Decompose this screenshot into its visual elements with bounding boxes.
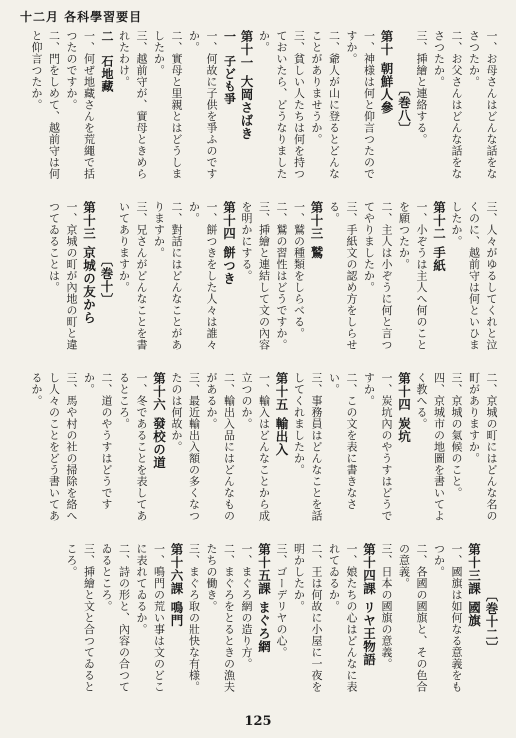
question-item: 一、鷲の種類をしらべる。 — [292, 201, 306, 339]
lesson-number: 第十四 — [396, 372, 412, 411]
lesson-title: 朝鮮人參 — [379, 62, 394, 114]
question-item: 三、越前守が、實母ときめられたわけ。 — [117, 30, 148, 180]
lesson-heading — [273, 372, 291, 529]
question-item: 三、人々がゆるしてくれと泣くのに、越前守は何といひましたか。 — [450, 201, 498, 351]
lesson-heading — [465, 543, 483, 700]
lesson-heading — [220, 201, 238, 358]
lesson-heading — [238, 30, 256, 187]
lesson-title: 輸出入 — [274, 417, 289, 456]
vertical-text-body — [18, 30, 500, 700]
question-item: 三、挿繪と連結して文の內容を明かにする。 — [240, 201, 271, 351]
question-item: 三、京城の氣候のこと。 — [450, 372, 463, 499]
volume-heading: 〔巻十二〕 — [484, 589, 499, 654]
lesson-number: 第十三 — [81, 201, 97, 240]
question-item: 一、何ぜ地藏さんを荒繩で括つたのですか。 — [65, 30, 96, 180]
question-item: 二、お父さんはどんな話をなさつたか。 — [432, 30, 463, 180]
question-item: 三、日本の國旗の意義。 — [380, 543, 393, 670]
question-item: 三、兄さんがどんなことを書いてありますか。 — [117, 201, 148, 351]
question-item: 二、各國の國旗と、その色合の意義。 — [397, 543, 428, 693]
question-item: 二、爺人が山に登るとどんなことがありませうか。 — [310, 30, 341, 180]
running-header: 十二月 各科學習要目 — [20, 10, 143, 24]
lesson-number: 第十二 — [431, 201, 447, 240]
lesson-number: 第十一 — [239, 30, 254, 69]
question-item: 三、挿繪と文と合つてゐるところ。 — [65, 543, 96, 693]
lesson-title: 鳴門 — [169, 601, 184, 627]
question-item: 二、道のやうすはどうですか。 — [82, 372, 113, 510]
lesson-number: 第十三課 — [466, 543, 482, 595]
question-item: 四、京城市の地圖を書いてよく教へる。 — [415, 372, 446, 522]
lesson-heading — [378, 30, 396, 187]
question-item: 二、鷲の習性はどうですか。 — [275, 201, 288, 351]
volume-heading: 〔巻八〕 — [396, 82, 412, 135]
question-item: 一、お母さんはどんな話をなさつたか。 — [467, 30, 498, 180]
question-item: 二、實母と里親とはどうしましたか。 — [152, 30, 183, 180]
lesson-number: 第十六 — [151, 372, 167, 411]
lesson-number: 第十五 — [274, 372, 289, 411]
question-item: 三、手紙文の認め方をしらせる。 — [327, 201, 358, 351]
lesson-heading — [430, 201, 448, 358]
question-item: 二、輸出入品にはどんなものがあるか。 — [205, 372, 236, 522]
lesson-heading — [150, 372, 168, 529]
lesson-heading — [80, 201, 98, 358]
question-item: 一、冬であることを表してあるところ。 — [117, 372, 148, 522]
section-subheading: 二 石地藏 — [100, 30, 114, 93]
lesson-title: 發校の道 — [151, 417, 167, 469]
lesson-title: 鷲 — [309, 246, 324, 259]
question-item: 三、まぐろ取の壯快な有様。 — [187, 543, 201, 693]
lesson-heading — [168, 543, 186, 700]
lesson-title: 手紙 — [431, 246, 447, 272]
question-item: 二、この文を表に書きなさい。 — [327, 372, 358, 510]
lesson-number: 第十四課 — [361, 543, 377, 595]
lesson-number: 第十三 — [309, 201, 324, 240]
lesson-number: 第十五課 — [256, 543, 272, 595]
lesson-title: 炭坑 — [396, 417, 412, 443]
lesson-heading — [360, 543, 378, 700]
question-item: 二、門をしめて、越前守は何と仰言つたか。 — [30, 30, 61, 180]
lesson-number: 第十 — [379, 30, 394, 56]
question-item: 三、事務員はどんなことを話してくれましたか。 — [292, 372, 323, 522]
lesson-title: 大岡さばき — [239, 75, 254, 140]
volume-heading: 〔巻十〕 — [99, 253, 114, 306]
question-item: 三、馬や村の社の掃除を絡へし人々のことをどう書いてあるか。 — [30, 372, 78, 522]
lesson-heading — [308, 201, 326, 358]
lesson-title: 京城の友から — [81, 246, 97, 324]
question-item: 一、娘たちの心はどんなに表れてゐるか。 — [327, 543, 358, 693]
lesson-title: リヤ王物語 — [361, 601, 377, 666]
question-item: 一、小ぞうは主人へ何のことを願つたか。 — [397, 201, 428, 351]
question-item: 一、何故に子供を爭ふのですか。 — [187, 30, 218, 180]
question-item: 一、國旗は如何なる意義をもつか。 — [432, 543, 463, 693]
question-item: 二、詩の形と、內容の合つてゐるところ。 — [100, 543, 131, 693]
lesson-number: 第十四 — [221, 201, 237, 240]
lesson-title: 餅つき — [221, 246, 237, 285]
question-item: 二、對話にはどんなことがありますか。 — [152, 201, 183, 351]
lesson-number: 第十六課 — [169, 543, 184, 595]
lesson-heading — [255, 543, 273, 700]
page-number: 125 — [244, 714, 272, 729]
lesson-title: まぐろ網 — [256, 601, 272, 653]
lesson-heading — [395, 372, 413, 529]
question-item: 三、挿繪と連絡する。 — [415, 30, 428, 145]
question-item: 三、最近輸出入額の多くなつたのは何故か。 — [170, 372, 201, 522]
question-item: 三、貧しい人たちは何を持つておいたら、どうなりましたか。 — [257, 30, 306, 180]
question-item: 一、まぐろ網の造り方。 — [240, 543, 253, 670]
question-item: 一、炭坑內のやうすはどうですか。 — [362, 372, 393, 522]
lesson-title: 國旗 — [466, 601, 482, 627]
question-item: 三、ゴーデリヤの心。 — [275, 543, 288, 658]
question-item: 二、京城の町にはどんな名の町がありますか。 — [467, 372, 498, 522]
question-item: 一、京城の町が內地の町と違つてゐることは。 — [47, 201, 78, 351]
question-item: 二、王は何故に小屋に一夜を明かしたか。 — [292, 543, 323, 693]
question-item: 二、まぐろをとるときの漁夫たちの働き。 — [205, 543, 236, 693]
question-item: 一、餅つきをした人々は誰々か。 — [187, 201, 218, 351]
question-item: 二、主人は小ぞうに何と言つてやりましたか。 — [362, 201, 393, 351]
question-item: 一、輸入はどんなことから成立つのか。 — [240, 372, 271, 522]
question-item: 一、鳴門の荒い事は文のどこに表れてゐるか。 — [135, 543, 166, 693]
question-item: 一、神様は何と仰言つたのですか。 — [345, 30, 376, 180]
section-subheading: 一 子ども爭 — [222, 30, 237, 105]
